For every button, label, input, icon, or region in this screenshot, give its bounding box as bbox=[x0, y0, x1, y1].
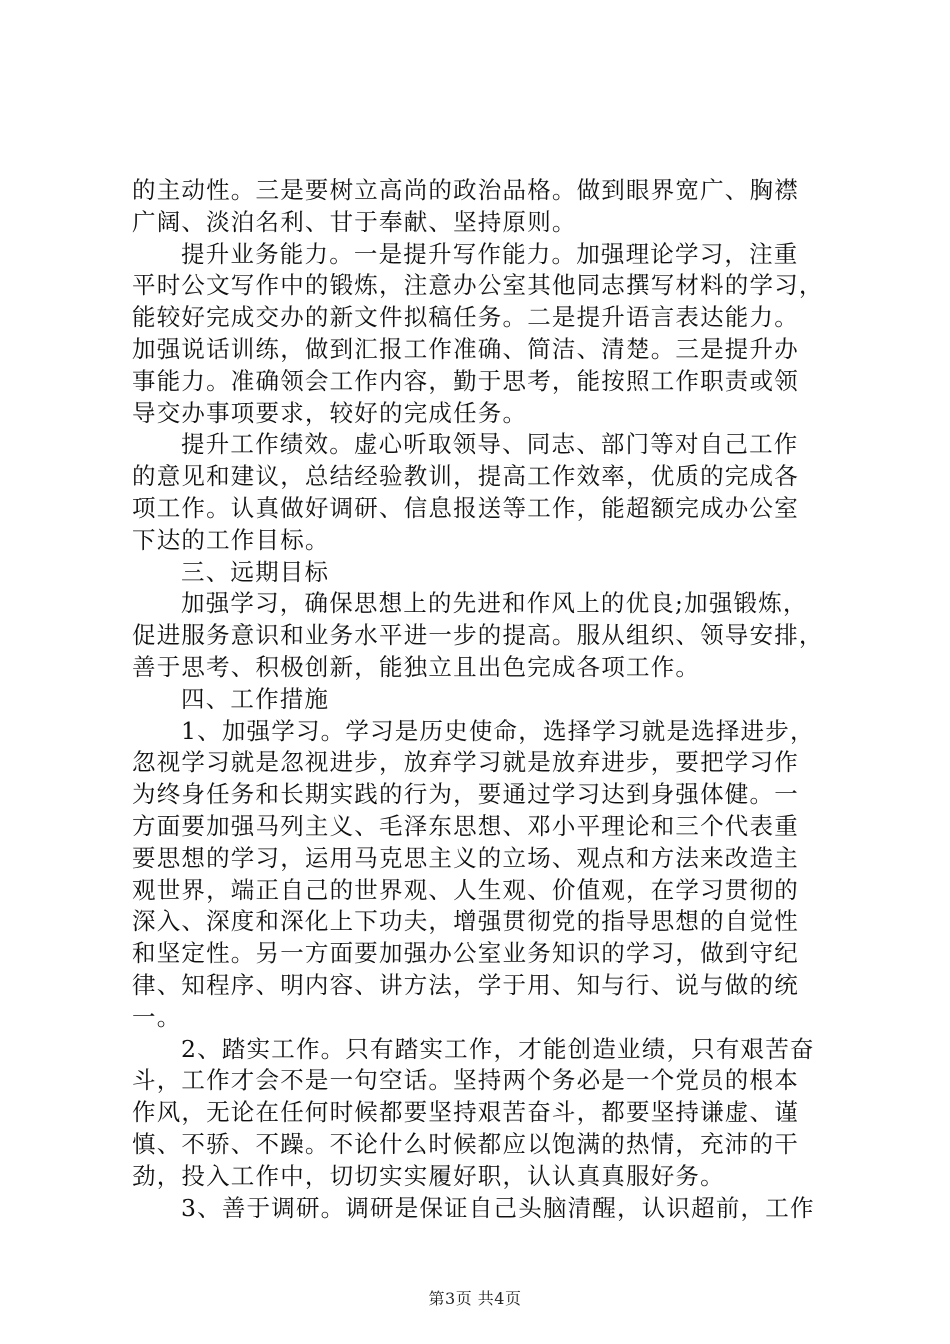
text-line: 提升业务能力。一是提升写作能力。加强理论学习，注重 bbox=[181, 239, 799, 268]
text-line: 的意见和建议，总结经验教训，提高工作效率，优质的完成各 bbox=[132, 462, 799, 491]
text-line: 作风，无论在任何时候都要坚持艰苦奋斗，都要坚持谦虚、谨 bbox=[132, 1098, 799, 1127]
text-line: 3、善于调研。调研是保证自己头脑清醒，认识超前，工作 bbox=[181, 1193, 815, 1222]
text-line: 加强学习，确保思想上的先进和作风上的优良;加强锻炼， bbox=[181, 589, 808, 618]
text-line: 慎、不骄、不躁。不论什么时候都应以饱满的热情，充沛的干 bbox=[132, 1129, 799, 1158]
text-line: 广阔、淡泊名利、甘于奉献、坚持原则。 bbox=[132, 207, 577, 236]
text-line: 事能力。准确领会工作内容，勤于思考，能按照工作职责或领 bbox=[132, 366, 799, 395]
text-line: 一。 bbox=[132, 1002, 182, 1031]
text-line: 为终身任务和长期实践的行为，要通过学习达到身强体健。一 bbox=[132, 780, 799, 809]
text-line: 斗，工作才会不是一句空话。坚持两个务必是一个党员的根本 bbox=[132, 1066, 799, 1095]
text-line: 项工作。认真做好调研、信息报送等工作，能超额完成办公室 bbox=[132, 493, 799, 522]
text-line: 的主动性。三是要树立高尚的政治品格。做到眼界宽广、胸襟 bbox=[132, 176, 799, 204]
text-line: 要思想的学习，运用马克思主义的立场、观点和方法来改造主 bbox=[132, 843, 799, 872]
text-line: 观世界，端正自己的世界观、人生观、价值观，在学习贯彻的 bbox=[132, 875, 799, 904]
text-line: 忽视学习就是忽视进步，放弃学习就是放弃进步，要把学习作 bbox=[132, 748, 799, 777]
text-line: 导交办事项要求，较好的完成任务。 bbox=[132, 398, 528, 427]
text-line: 促进服务意识和业务水平进一步的提高。服从组织、领导安排， bbox=[132, 621, 824, 650]
text-line: 和坚定性。另一方面要加强办公室业务知识的学习，做到守纪 bbox=[132, 939, 799, 968]
text-line: 2、踏实工作。只有踏实工作，才能创造业绩，只有艰苦奋 bbox=[181, 1034, 815, 1063]
text-line: 劲，投入工作中，切切实实履好职，认认真真服好务。 bbox=[132, 1161, 725, 1190]
text-line: 方面要加强马列主义、毛泽东思想、邓小平理论和三个代表重 bbox=[132, 811, 799, 840]
document-body bbox=[132, 175, 832, 1224]
text-line: 加强说话训练，做到汇报工作准确、简洁、清楚。三是提升办 bbox=[132, 334, 799, 363]
text-line: 律、知程序、明内容、讲方法，学于用、知与行、说与做的统 bbox=[132, 970, 799, 999]
text-line: 善于思考、积极创新，能独立且出色完成各项工作。 bbox=[132, 652, 701, 681]
page-number-footer: 第3页 共4页 bbox=[428, 1289, 522, 1308]
text-line: 四、工作措施 bbox=[181, 684, 330, 713]
text-line: 平时公文写作中的锻炼，注意办公室其他同志撰写材料的学习， bbox=[132, 271, 824, 300]
text-line: 下达的工作目标。 bbox=[132, 525, 330, 554]
text-line: 提升工作绩效。虚心听取领导、同志、部门等对自己工作 bbox=[181, 430, 799, 459]
text-line: 三、远期目标 bbox=[181, 557, 330, 586]
text-line: 能较好完成交办的新文件拟稿任务。二是提升语言表达能力。 bbox=[132, 303, 799, 332]
text-line: 深入、深度和深化上下功夫，增强贯彻党的指导思想的自觉性 bbox=[132, 907, 799, 936]
text-line: 1、加强学习。学习是历史使命，选择学习就是选择进步， bbox=[181, 716, 815, 745]
